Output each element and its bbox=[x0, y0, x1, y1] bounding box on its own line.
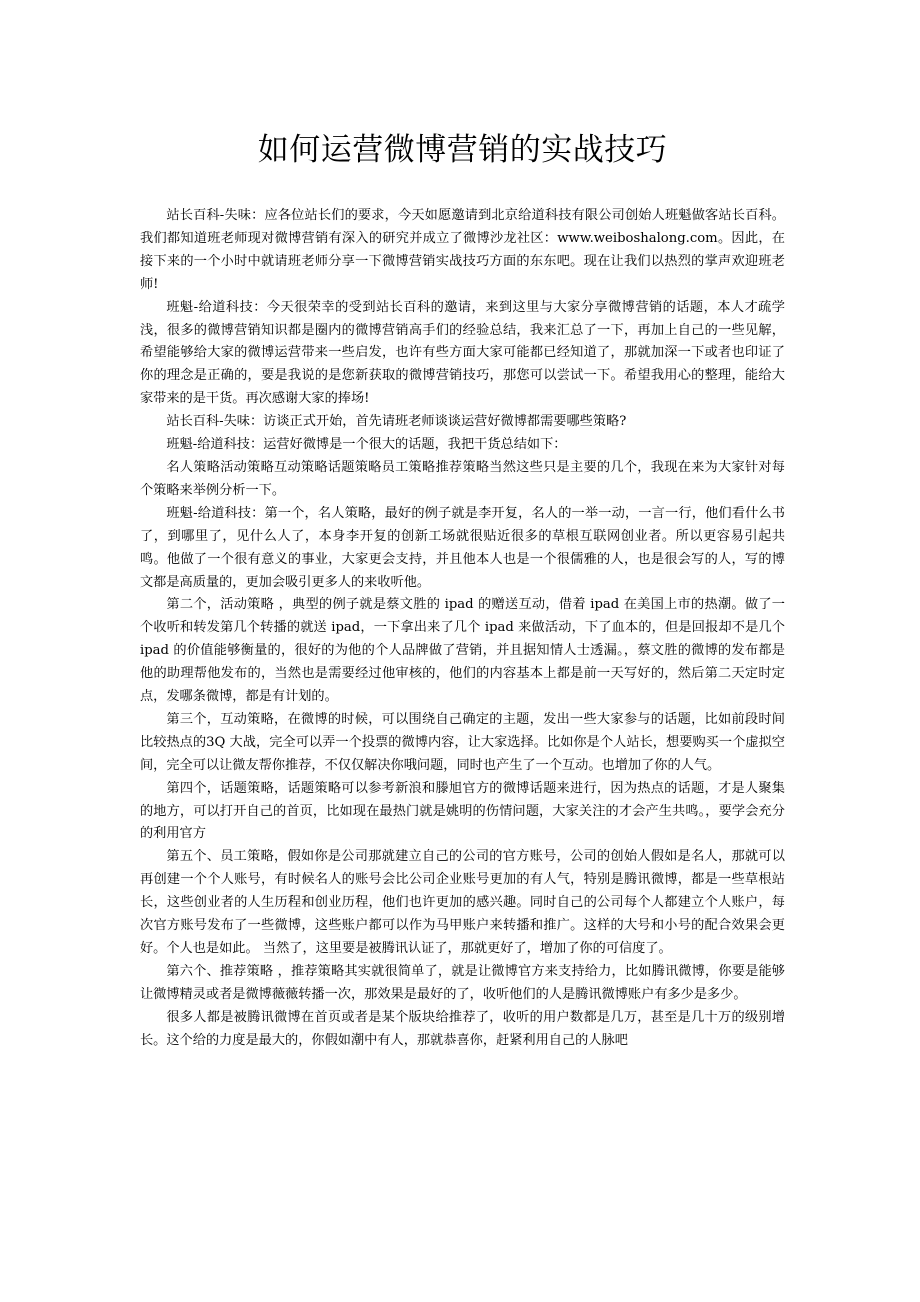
document-body bbox=[140, 205, 785, 1053]
paragraph: 班魁-给道科技：运营好微博是一个很大的话题，我把干货总结如下： bbox=[166, 437, 567, 453]
paragraph: 站长百科-失味：访谈正式开始，首先请班老师谈谈运营好微博都需要哪些策略? bbox=[166, 414, 627, 430]
paragraph: 名人策略活动策略互动策略话题策略员工策略推荐策略当然这些只是主要的几个，我现在来为大家针对每个策略来举例分析一下。 bbox=[140, 459, 785, 498]
paragraph: 第二个，活动策略 ，典型的例子就是蔡文胜的 ipad 的赠送互动，借着 ipad 在美国上市的热潮。做了一个收听和转发第几个转播的就送 ipad，一下拿出来了几个 ipad 来做活动，下了血本的，但是回报却不是几个 ipad 的价值能够衡量的，很好的为他的个人品牌做了营销，并且据知情人士透漏。，蔡文胜的微博的发布都是他的助理帮他发布的，当然也是需要经过他审核的，他们的内容基本上都是前一天写好的，然后第二天定时定点，发哪条微博，都是有计划的。 bbox=[140, 597, 785, 705]
paragraph: 第四个，话题策略，话题策略可以参考新浪和滕旭官方的微博话题来进行，因为热点的话题，才是人聚集的地方，可以打开自己的首页，比如现在最热门就是姚明的伤情问题，大家关注的才会产生共鸣。，要学会充分的利用官方 bbox=[140, 780, 785, 842]
document-title: 如何运营微博营销的实战技巧 bbox=[257, 132, 668, 168]
paragraph: 站长百科-失味：应各位站长们的要求，今天如愿邀请到北京给道科技有限公司创始人班魁做客站长百科。我们都知道班老师现对微博营销有深入的研究并成立了微博沙龙社区：www.weiboshalong.com。因此，在接下来的一个小时中就请班老师分享一下微博营销实战技巧方面的东东吧。现在让我们以热烈的掌声欢迎班老师! bbox=[140, 208, 785, 292]
paragraph: 第五个、员工策略，假如你是公司那就建立自己的公司的官方账号，公司的创始人假如是名人，那就可以再创建一个个人账号，有时候名人的账号会比公司企业账号更加的有人气，特别是腾讯微博，都是一些草根站长，这些创业者的人生历程和创业历程，他们也许更加的感兴趣。同时自己的公司每个人都建立个人账户，每次官方账号发布了一些微博，这些账户都可以作为马甲账户来转播和推广。这样的大号和小号的配合效果会更好。个人也是如此。 当然了，这里要是被腾讯认证了，那就更好了，增加了你的可信度了。 bbox=[140, 849, 785, 956]
paragraph: 第三个，互动策略，在微博的时候，可以围绕自己确定的主题，发出一些大家参与的话题，比如前段时间比较热点的3Q 大战，完全可以弄一个投票的微博内容，让大家选择。比如你是个人站长，想要购买一个虚拟空间，完全可以让微友帮你推荐，不仅仅解决你哦问题，同时也产生了一个互动。也增加了你的人气。 bbox=[140, 711, 785, 773]
paragraph: 班魁-给道科技：第一个，名人策略，最好的例子就是李开复，名人的一举一动，一言一行，他们看什么书了，到哪里了，见什么人了，本身李开复的创新工场就很贴近很多的草根互联网创业者。所以更容易引起共鸣。他做了一个很有意义的事业，大家更会支持，并且他本人也是一个很儒雅的人，也是很会写的人，写的博文都是高质量的，更加会吸引更多人的来收听他。 bbox=[140, 505, 785, 590]
paragraph: 班魁-给道科技：今天很荣幸的受到站长百科的邀请，来到这里与大家分享微博营销的话题，本人才疏学浅，很多的微博营销知识都是圈内的微博营销高手们的经验总结，我来汇总了一下，再加上自己的一些见解，希望能够给大家的微博运营带来一些启发，也许有些方面大家可能都已经知道了，那就加深一下或者也印证了你的理念是正确的，要是我说的是您新获取的微博营销技巧，那您可以尝试一下。希望我用心的整理，能给大家带来的是干货。再次感谢大家的捧场! bbox=[140, 299, 785, 407]
paragraph: 第六个、推荐策略 ，推荐策略其实就很简单了，就是让微博官方来支持给力，比如腾讯微博，你要是能够让微博精灵或者是微博薇薇转播一次，那效果是最好的了，收听他们的人是腾讯微博账户有多少是多少。 bbox=[140, 963, 785, 1002]
paragraph: 很多人都是被腾讯微博在首页或者是某个版块给推荐了，收听的用户数都是几万，甚至是几十万的级别增长。这个给的力度是最大的，你假如潮中有人，那就恭喜你，赶紧利用自己的人脉吧 bbox=[140, 1009, 785, 1048]
